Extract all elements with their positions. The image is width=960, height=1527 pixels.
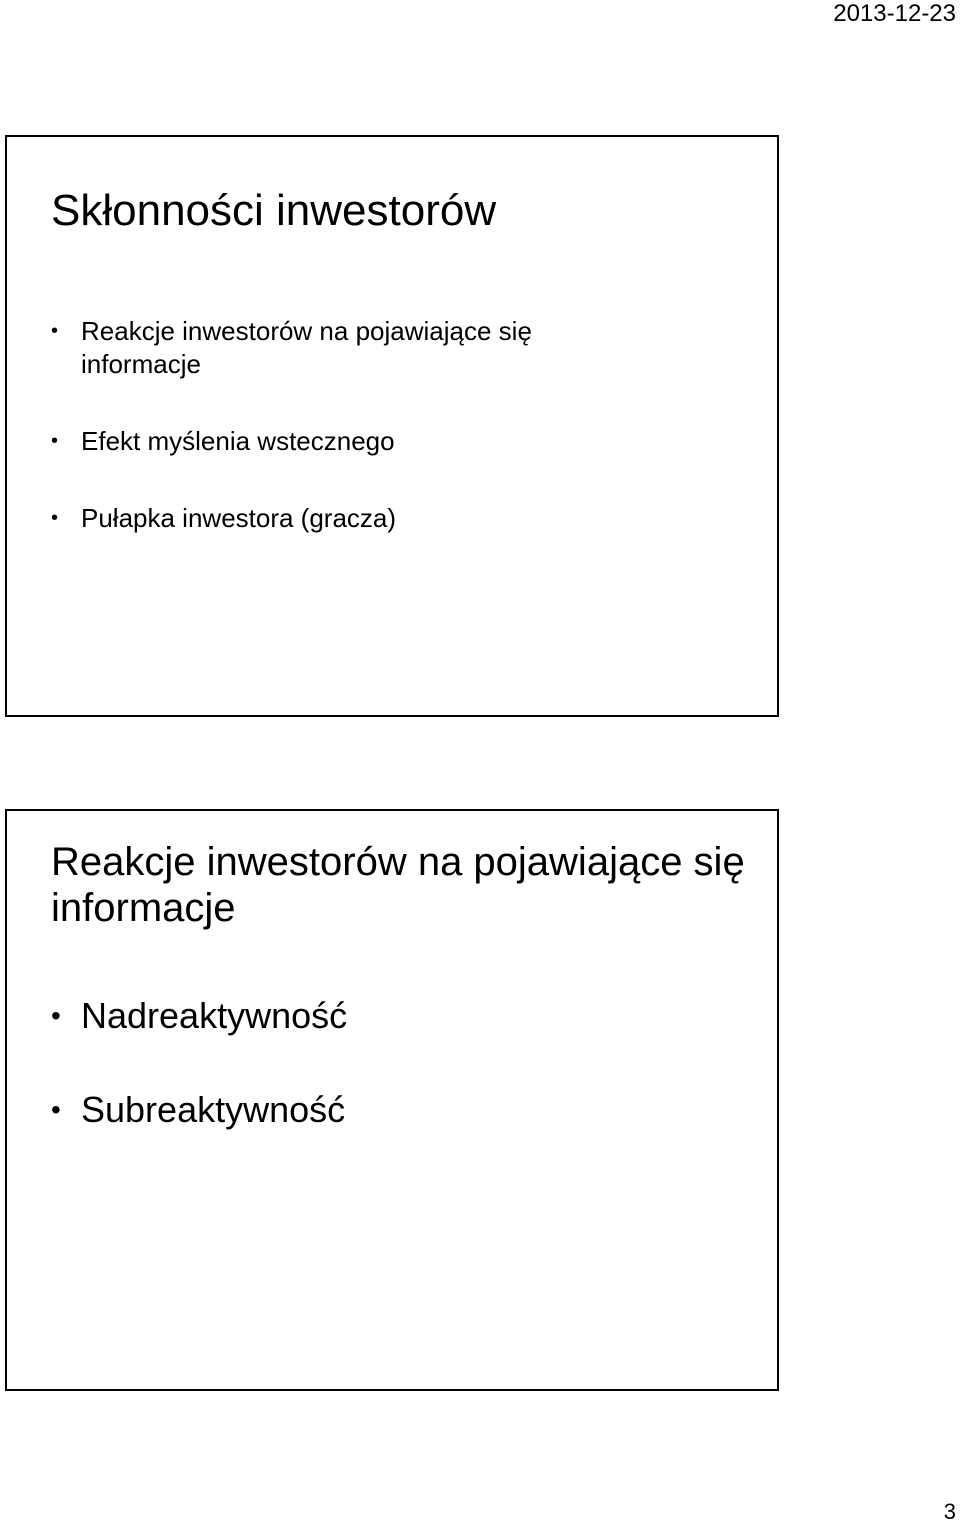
bullet-icon: • bbox=[51, 507, 59, 529]
bullet-icon: • bbox=[51, 1000, 61, 1031]
list-item bbox=[51, 315, 651, 381]
list-item bbox=[51, 995, 651, 1037]
slide-title: Reakcje inwestorów na pojawiające się informacje bbox=[51, 840, 745, 930]
list-item-text: Efekt myślenia wstecznego bbox=[81, 426, 395, 456]
list-item bbox=[51, 1089, 651, 1131]
bullet-icon: • bbox=[51, 430, 59, 452]
slide-thumbnail-1 bbox=[5, 135, 779, 717]
list-item-text: Nadreaktywność bbox=[81, 995, 348, 1036]
bullet-icon: • bbox=[51, 320, 59, 342]
list-item-text: Subreaktywność bbox=[81, 1089, 346, 1130]
list-item-text: Reakcje inwestorów na pojawiające się informacje bbox=[81, 316, 532, 379]
bullet-list bbox=[51, 995, 651, 1183]
page-number: 3 bbox=[943, 1499, 956, 1524]
bullet-icon: • bbox=[51, 1094, 61, 1125]
print-date: 2013-12-23 bbox=[833, 0, 956, 27]
slide-thumbnail-2 bbox=[5, 809, 779, 1391]
list-item-text: Pułapka inwestora (gracza) bbox=[81, 503, 397, 533]
list-item bbox=[51, 425, 651, 458]
slide-title: Skłonności inwestorów bbox=[51, 186, 497, 235]
bullet-list bbox=[51, 315, 651, 579]
list-item bbox=[51, 502, 651, 535]
